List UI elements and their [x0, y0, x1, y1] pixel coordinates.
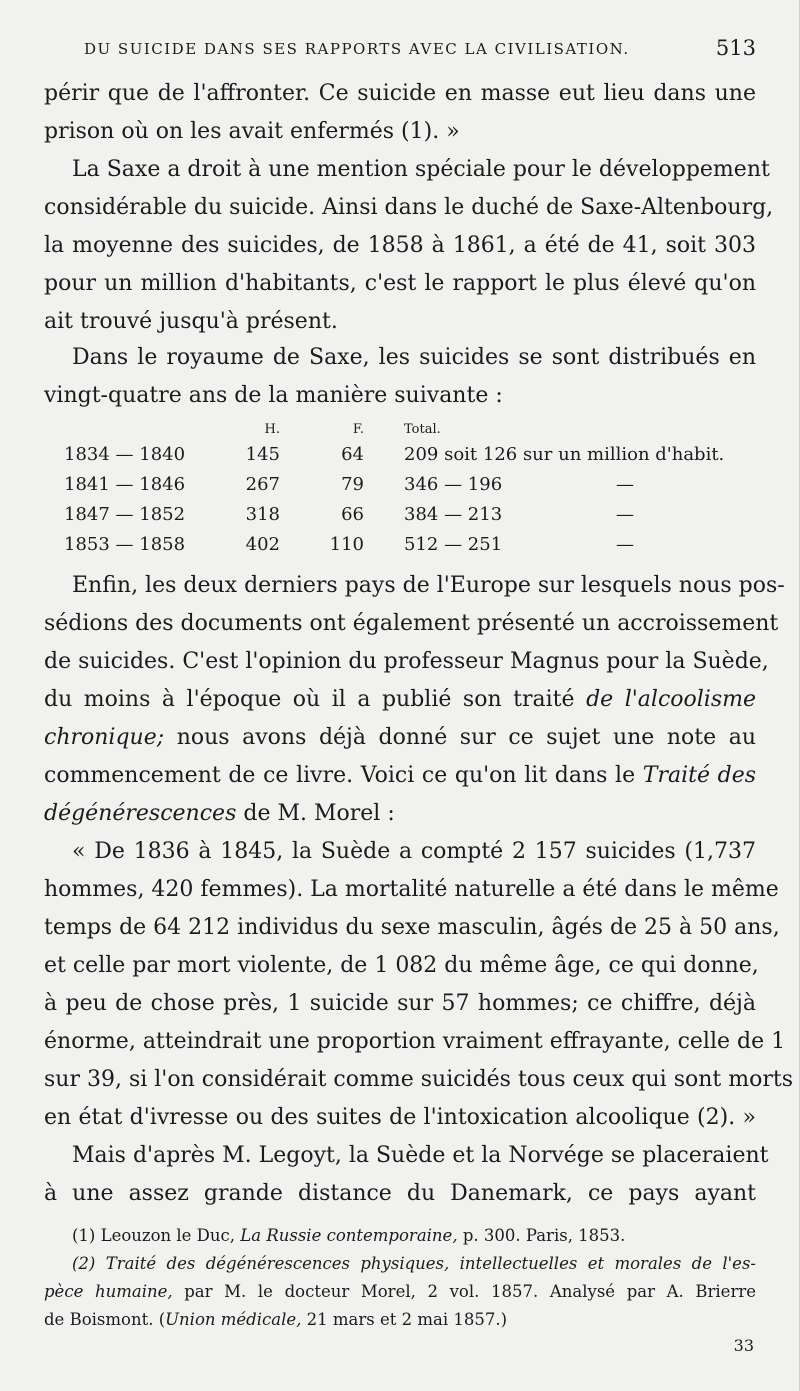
table-row	[64, 440, 756, 470]
table-row	[64, 530, 756, 560]
text-line: Mais d'après M. Legoyt, la Suède et la Norvége se placeraient	[72, 1143, 769, 1168]
text-span: du moins à l'époque où il a publié son traité	[44, 687, 575, 712]
period-cell: 1834 — 1840	[64, 444, 186, 465]
men-cell: 318	[245, 504, 280, 525]
italic-title: Traité des	[642, 763, 756, 788]
footnote-text: (1) Leouzon le Duc,	[72, 1226, 236, 1245]
footnote-italic: Union médicale,	[165, 1310, 302, 1329]
text-line: en état d'ivresse ou des suites de l'intoxication alcoolique (2). »	[44, 1105, 756, 1130]
text-line: ait trouvé jusqu'à présent.	[44, 309, 338, 334]
women-cell: 66	[341, 504, 364, 525]
text-line	[44, 795, 756, 833]
text-line: hommes, 420 femmes). La mortalité naturelle a été dans le même	[44, 877, 779, 902]
page-number: 513	[715, 36, 756, 60]
period-cell: 1847 — 1852	[64, 504, 186, 525]
footnote-2-line-2	[44, 1278, 756, 1306]
column-header-h: H.	[264, 422, 280, 437]
text-line: pour un million d'habitants, c'est le rapport le plus élevé qu'on	[44, 271, 756, 296]
footnote-text: de Boismont. (	[44, 1310, 166, 1329]
ditto-mark: —	[616, 534, 634, 555]
men-cell: 267	[245, 474, 280, 495]
footnote-italic: pèce humaine,	[44, 1282, 173, 1301]
total-cell: 384 — 213	[404, 504, 503, 525]
text-line: périr que de l'affronter. Ce suicide en masse eut lieu dans une	[44, 81, 756, 106]
footnote-italic: (2) Traité des dégénérescences physiques, intellectuelles et morales de l'es-	[72, 1254, 756, 1273]
footnote-text: par M. le docteur Morel, 2 vol. 1857. Analysé par A. Brierre	[184, 1282, 756, 1301]
table-header	[64, 420, 756, 440]
table-row	[64, 500, 756, 530]
italic-title: de l'alcoolisme	[586, 687, 757, 712]
text-line	[44, 681, 756, 719]
women-cell: 79	[341, 474, 364, 495]
text-line: prison où on les avait enfermés (1). »	[44, 119, 460, 144]
text-line: et celle par mort violente, de 1 082 du même âge, ce qui donne,	[44, 953, 759, 978]
italic-title: dégénérescences	[44, 801, 237, 826]
footnote-text: 21 mars et 2 mai 1857.)	[306, 1310, 508, 1329]
footnote-italic: La Russie contemporaine,	[240, 1226, 458, 1245]
running-title: DU SUICIDE DANS SES RAPPORTS AVEC LA CIVILISATION.	[84, 40, 630, 58]
text-line: à une assez grande distance du Danemark, ce pays ayant	[44, 1181, 756, 1206]
text-span: commencement de ce livre. Voici ce qu'on lit dans le	[44, 763, 636, 788]
total-cell: 209 soit 126 sur un million d'habit.	[404, 444, 725, 465]
text-line: sur 39, si l'on considérait comme suicidés tous ceux qui sont morts	[44, 1067, 793, 1092]
total-cell: 346 — 196	[404, 474, 503, 495]
period-cell: 1853 — 1858	[64, 534, 186, 555]
men-cell: 402	[245, 534, 280, 555]
italic-title: chronique;	[44, 725, 165, 750]
text-line: considérable du suicide. Ainsi dans le duché de Saxe-Altenbourg,	[44, 195, 774, 220]
text-line: temps de 64 212 individus du sexe masculin, âgés de 25 à 50 ans,	[44, 915, 780, 940]
text-line: à peu de chose près, 1 suicide sur 57 hommes; ce chiffre, déjà	[44, 991, 756, 1016]
text-line: la moyenne des suicides, de 1858 à 1861, a été de 41, soit 303	[44, 233, 756, 258]
text-line	[44, 719, 756, 757]
text-span: de M. Morel :	[243, 801, 395, 826]
text-line: de suicides. C'est l'opinion du professeur Magnus pour la Suède,	[44, 649, 769, 674]
text-span: nous avons déjà donné sur ce sujet une note au	[176, 725, 756, 750]
ditto-mark: —	[616, 474, 634, 495]
women-cell: 64	[341, 444, 364, 465]
table-row	[64, 470, 756, 500]
period-cell: 1841 — 1846	[64, 474, 186, 495]
column-header-f: F.	[352, 422, 364, 437]
column-header-total: Total.	[404, 422, 441, 437]
running-header	[44, 36, 756, 66]
women-cell: 110	[329, 534, 364, 555]
text-line: Dans le royaume de Saxe, les suicides se sont distribués en	[72, 345, 756, 370]
text-line: Enfin, les deux derniers pays de l'Europe sur lesquels nous pos-	[72, 573, 785, 598]
text-line: énorme, atteindrait une proportion vraiment effrayante, celle de 1	[44, 1029, 786, 1054]
text-line: La Saxe a droit à une mention spéciale pour le développement	[72, 157, 770, 182]
footnote-2-line-1	[72, 1250, 756, 1278]
total-cell: 512 — 251	[404, 534, 503, 555]
men-cell: 145	[245, 444, 280, 465]
text-line: « De 1836 à 1845, la Suède a compté 2 157 suicides (1,737	[72, 839, 756, 864]
footnote-2-line-3	[44, 1306, 756, 1334]
text-line: vingt-quatre ans de la manière suivante :	[44, 383, 503, 408]
text-line: sédions des documents ont également présenté un accroissement	[44, 611, 779, 636]
footnote-text: p. 300. Paris, 1853.	[462, 1226, 626, 1245]
footnote-1	[72, 1222, 756, 1250]
text-line	[44, 757, 756, 795]
ditto-mark: —	[616, 504, 634, 525]
signature-mark: 33	[733, 1336, 754, 1355]
